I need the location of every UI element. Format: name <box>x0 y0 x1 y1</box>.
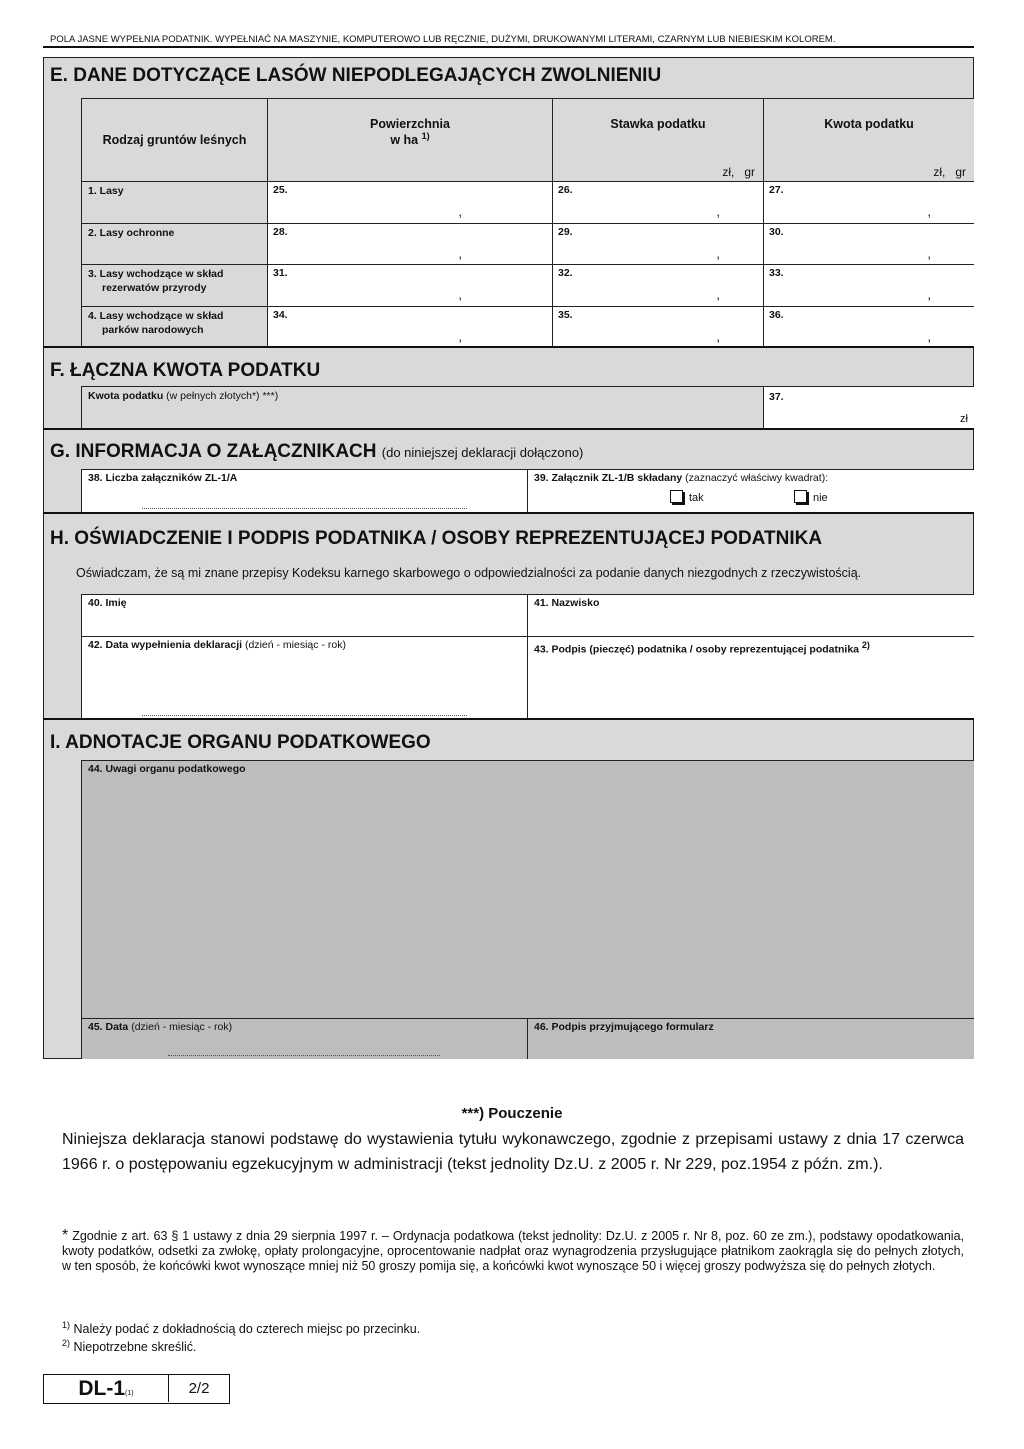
col-head-amount-label: Kwota podatku <box>824 117 914 131</box>
footnote-2-mark: 2) <box>62 1338 71 1348</box>
input-field-30[interactable] <box>763 223 974 265</box>
field-46-label: 46. Podpis przyjmującego formularz <box>534 1021 714 1033</box>
field-40[interactable] <box>81 594 527 636</box>
form-page-number: 2/2 <box>188 1380 210 1397</box>
col-head-amount-unit: zł, gr <box>933 165 966 179</box>
decimal-comma: , <box>458 204 462 219</box>
col-head-area-label <box>268 117 552 147</box>
footnote-2-text: Niepotrzebne skreślić. <box>73 1340 197 1355</box>
col-head-rate <box>552 98 763 181</box>
field-number: 34. <box>273 309 288 321</box>
input-field-29[interactable] <box>552 223 763 265</box>
col-head-area-line1: Powierzchnia <box>370 117 450 131</box>
field-45-label <box>82 1019 527 1039</box>
field-number: 26. <box>558 184 573 196</box>
checkbox-yes-option[interactable] <box>670 490 704 504</box>
field-41-label: 41. Nazwisko <box>534 597 600 609</box>
footnote-1-text: Należy podać z dokładnością do czterech miejsc po przecinku. <box>73 1322 421 1337</box>
input-field-36[interactable] <box>763 306 974 348</box>
col-head-area-line2: w ha <box>390 133 419 148</box>
field-43-label <box>528 637 974 662</box>
field-number: 35. <box>558 309 573 321</box>
field-42[interactable] <box>81 636 527 718</box>
field-number: 32. <box>558 267 573 279</box>
field-45-label-bold: 45. Data <box>88 1021 129 1033</box>
footnote-2 <box>62 1336 964 1355</box>
decimal-comma: , <box>927 204 931 219</box>
field-number: 25. <box>273 184 288 196</box>
footnote-1-mark: 1) <box>62 1320 71 1330</box>
field-number: 36. <box>769 309 784 321</box>
row-label <box>82 307 267 339</box>
row-label-cell <box>81 264 267 306</box>
decimal-comma: , <box>458 329 462 344</box>
f-label <box>82 387 763 408</box>
input-field-28[interactable] <box>267 223 552 265</box>
section-i-title: I. ADNOTACJE ORGANU PODATKOWEGO <box>50 732 431 753</box>
row-label <box>82 182 267 200</box>
field-43-label-text: 43. Podpis (pieczęć) podatnika / osoby reprezentującej podatnika <box>534 643 859 656</box>
field-number: 31. <box>273 267 288 279</box>
field-37[interactable] <box>763 386 974 428</box>
row-label-line1: 1. Lasy <box>88 185 124 197</box>
field-38-dotted-line <box>142 508 467 509</box>
form-id-box <box>43 1374 230 1404</box>
field-43-label-sup: 2) <box>861 640 870 650</box>
row-label-line2: rezerwatów przyrody <box>102 282 207 294</box>
input-field-31[interactable] <box>267 264 552 306</box>
col-head-rate-unit: zł, gr <box>722 165 755 179</box>
col-head-amount <box>763 98 974 181</box>
field-46[interactable] <box>527 1018 974 1059</box>
field-39 <box>527 469 974 512</box>
checkbox-no[interactable] <box>794 490 807 503</box>
form-version: (1) <box>125 1390 134 1397</box>
col-head-type <box>81 98 267 181</box>
section-h-statement: Oświadczam, że są mi znane przepisy Kodeksu karnego skarbowego o odpowiedzialności za podanie danych niezgodnych z rzeczywistością. <box>76 566 862 580</box>
footnote-1 <box>62 1318 964 1337</box>
col-head-rate-label: Stawka podatku <box>610 117 706 131</box>
footnote-star <box>62 1228 964 1274</box>
top-rule <box>43 46 974 48</box>
field-43[interactable] <box>527 636 974 718</box>
decimal-comma: , <box>927 246 931 261</box>
section-g-title <box>50 441 583 463</box>
input-field-27[interactable] <box>763 181 974 223</box>
field-37-number: 37. <box>769 391 784 403</box>
instruction-title: ***) Pouczenie <box>461 1105 563 1122</box>
checkbox-no-option[interactable] <box>794 490 828 504</box>
row-label-line1: 2. Lasy ochronne <box>88 227 175 239</box>
decimal-comma: , <box>716 246 720 261</box>
decimal-comma: , <box>716 287 720 302</box>
section-h-title: H. OŚWIADCZENIE I PODPIS PODATNIKA / OSOBY REPREZENTUJĄCEJ PODATNIKA <box>50 528 823 549</box>
row-label-line1: 3. Lasy wchodzące w skład <box>88 268 224 280</box>
input-field-26[interactable] <box>552 181 763 223</box>
section-g-title-main: G. INFORMACJA O ZAŁĄCZNIKACH <box>50 441 377 462</box>
decimal-comma: , <box>458 287 462 302</box>
section-f-title: F. ŁĄCZNA KWOTA PODATKU <box>50 360 321 381</box>
decimal-comma: , <box>716 204 720 219</box>
decimal-comma: , <box>927 329 931 344</box>
row-label <box>82 224 267 242</box>
footnote-star-text: Zgodnie z art. 63 § 1 ustawy z dnia 29 sierpnia 1997 r. – Ordynacja podatkowa (tekst jednolity: Dz.U. z 2005 r. Nr 8, poz. 60 ze zm.), podstawy opodatkowania, kwoty podatków, odsetki za zwłokę, opłaty prolongacyjne, oprocentowanie nadpłat oraz wynagrodzenia przysługujące płatnikom zaokrągla się do pełnych złotych, w ten sposób, że końcówki kwot wynoszące mniej niż 50 groszy pomija się, a końcówki kwot wynoszące 50 i więcej groszy podwyższa się do pełnych złotych. <box>62 1229 964 1273</box>
field-number: 28. <box>273 226 288 238</box>
f-label-cell <box>81 386 763 428</box>
f-label-bold: Kwota podatku <box>88 390 164 402</box>
checkbox-no-label: nie <box>813 492 828 504</box>
decimal-comma: , <box>927 287 931 302</box>
field-41[interactable] <box>527 594 974 636</box>
field-38-label: 38. Liczba załączników ZL-1/A <box>88 472 238 484</box>
instruction-text: Niniejsza deklaracja stanowi podstawę do wystawienia tytułu wykonawczego, zgodnie z przepisami ustawy z dnia 17 czerwca 1966 r. o postępowaniu egzekucyjnym w administracji (tekst jednolity Dz.U. z 2005 r. Nr 229, poz.1954 z późn. zm.). <box>62 1131 964 1173</box>
section-g-title-small: (do niniejszej deklaracji dołączono) <box>381 445 584 460</box>
input-field-32[interactable] <box>552 264 763 306</box>
field-number: 29. <box>558 226 573 238</box>
row-label-line1: 4. Lasy wchodzące w skład <box>88 310 224 322</box>
field-45[interactable] <box>81 1018 527 1059</box>
row-label <box>82 265 267 297</box>
row-label-line2: parków narodowych <box>102 324 204 336</box>
input-field-33[interactable] <box>763 264 974 306</box>
field-42-dotted-line <box>142 715 467 716</box>
row-label-cell <box>81 306 267 348</box>
decimal-comma: , <box>716 329 720 344</box>
decimal-comma: , <box>458 246 462 261</box>
row-label-cell <box>81 181 267 223</box>
row-label-cell <box>81 223 267 265</box>
f-label-normal: (w pełnych złotych*) ***) <box>166 390 279 402</box>
field-38[interactable] <box>81 469 527 512</box>
field-39-label-normal: (zaznaczyć właściwy kwadrat): <box>685 472 829 484</box>
footnote-star-mark: * <box>62 1227 69 1244</box>
field-39-label <box>528 470 974 490</box>
field-39-label-bold: 39. Załącznik ZL-1/B składany <box>534 472 683 484</box>
input-field-25[interactable] <box>267 181 552 223</box>
field-37-unit: zł <box>960 413 968 425</box>
form-code: DL-1 <box>78 1377 126 1400</box>
col-head-area <box>267 98 552 181</box>
checkbox-yes-label: tak <box>689 492 704 504</box>
field-42-label-normal: (dzień - miesiąc - rok) <box>245 639 346 651</box>
form-code-cell <box>44 1375 169 1402</box>
input-field-34[interactable] <box>267 306 552 348</box>
field-44[interactable] <box>81 760 974 1018</box>
field-45-label-normal: (dzień - miesiąc - rok) <box>131 1021 233 1033</box>
field-42-label-bold: 42. Data wypełnienia deklaracji <box>88 639 243 651</box>
col-head-type-label: Rodzaj gruntów leśnych <box>102 133 247 147</box>
field-45-dotted-line <box>168 1055 440 1056</box>
col-head-area-sup: 1) <box>421 131 430 141</box>
field-42-label <box>82 637 527 657</box>
checkbox-yes[interactable] <box>670 490 683 503</box>
top-instruction-note: POLA JASNE WYPEŁNIA PODATNIK. WYPEŁNIAĆ NA MASZYNIE, KOMPUTEROWO LUB RĘCZNIE, DUŻYMI, DRUKOWANYMI LITERAMI, CZARNYM LUB NIEBIESKIM KOLOREM. <box>50 34 836 45</box>
section-e-title: E. DANE DOTYCZĄCE LASÓW NIEPODLEGAJĄCYCH ZWOLNIENIU <box>50 65 662 86</box>
field-number: 30. <box>769 226 784 238</box>
field-number: 33. <box>769 267 784 279</box>
field-40-label: 40. Imię <box>88 597 127 609</box>
field-44-label: 44. Uwagi organu podatkowego <box>88 763 246 775</box>
input-field-35[interactable] <box>552 306 763 348</box>
field-number: 27. <box>769 184 784 196</box>
